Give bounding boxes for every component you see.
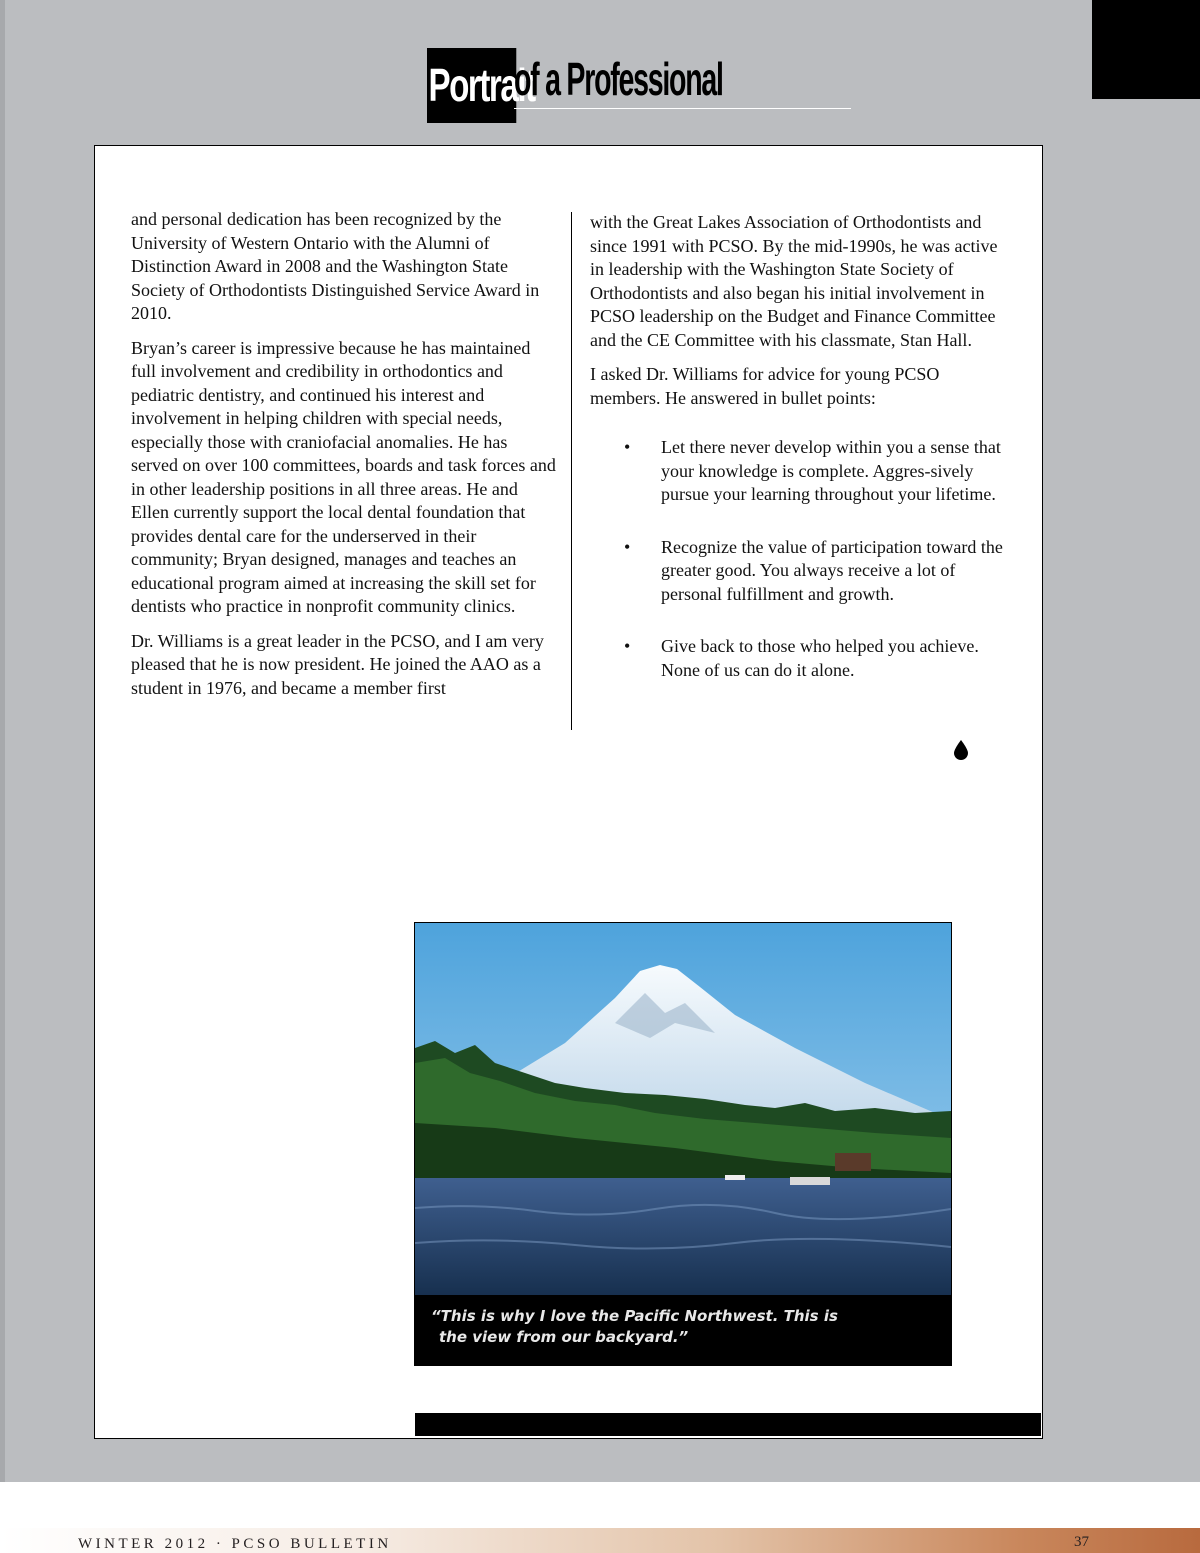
bottom-black-bar	[415, 1413, 1041, 1436]
left-paragraph-1: and personal dedication has been recognized by the University of Western Ontario with the Alumni of Distinction Award in 2008 and the Washington State Society of Orthodontists Distinguished Service Award in 2010.	[131, 209, 540, 323]
photo-caption	[431, 1306, 931, 1348]
bullet-icon: •	[624, 536, 631, 557]
header-title-part2-wrap	[514, 48, 851, 109]
drop-icon	[954, 740, 968, 760]
right-paragraph-1: with the Great Lakes Association of Orthodontists and since 1991 with PCSO. By the mid-1990s, he was active in leadership with the Washington State Society of Orthodontists and also began his initial involvement in PCSO leadership on the Budget and Finance Committee and the CE Committee with his classmate, Stan Hall.	[590, 212, 998, 350]
bullet-icon: •	[624, 636, 631, 656]
left-paragraph-3: Dr. Williams is a great leader in the PCSO, and I am very pleased that he is now president. He joined the AAO as a student in 1976, and became a member first	[131, 630, 544, 698]
header-title-part1: Portrait	[427, 48, 516, 123]
corner-tab	[1092, 0, 1200, 99]
page-number: 37	[1074, 1534, 1089, 1550]
footer-publication: WINTER 2012 · PCSO BULLETIN	[78, 1536, 392, 1552]
list-item	[590, 436, 1010, 507]
column-divider	[571, 212, 572, 730]
header-title-part2: of a Professional	[514, 53, 723, 105]
mountain-photo	[414, 922, 952, 1366]
advice-list	[590, 436, 1010, 682]
mount-rainier-image	[415, 923, 951, 1295]
right-paragraph-2: I asked Dr. Williams for advice for young PCSO members. He answered in bullet points:	[590, 364, 940, 408]
end-of-article-icon	[954, 740, 968, 765]
list-item	[590, 635, 1010, 682]
page-left-edge	[0, 0, 5, 1482]
left-column	[131, 208, 556, 711]
bullet-text: Give back to those who helped you achieve. None of us can do it alone.	[661, 636, 979, 680]
caption-line-2: the view from our backyard.”	[439, 1328, 689, 1346]
left-paragraph-2: Bryan’s career is impressive because he has maintained full involvement and credibility in orthodontics and pediatric dentistry, and continued his interest and involvement in helping children with special needs, especially those with craniofacial anomalies. He has served on over 100 committees, boards and task forces and in other leadership positions in all three areas. He and Ellen currently support the local dental foundation that provides dental care for the underserved in their community; Bryan designed, manages and teaches an educational program aimed at increasing the skill set for dentists who practice in nonprofit community clinics.	[131, 337, 556, 616]
bullet-text: Let there never develop within you a sense that your knowledge is complete. Aggres-sively pursue your learning throughout your lifetime.	[661, 437, 1001, 504]
caption-line-1: “This is why I love the Pacific Northwest. This is	[431, 1307, 838, 1325]
list-item	[590, 536, 1010, 607]
bullet-icon: •	[624, 437, 631, 457]
section-header	[427, 48, 723, 123]
bullet-text: Recognize the value of participation toward the greater good. You always receive a lot of personal fulfillment and growth.	[661, 536, 1003, 604]
right-column	[590, 211, 1010, 711]
